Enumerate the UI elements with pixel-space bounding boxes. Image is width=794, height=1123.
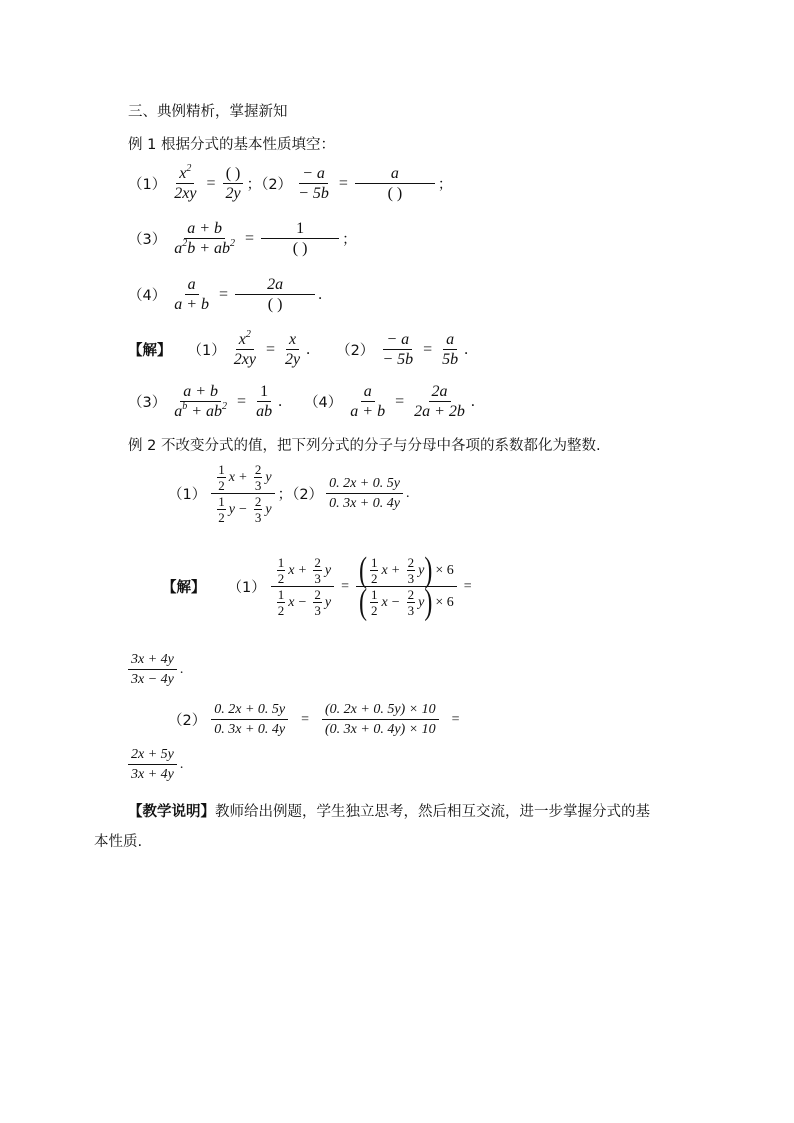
fraction: $\frac{a + b}{a^2b + ab^2}$ [174,220,236,257]
fraction: $\frac{- a}{- 5b}$ [298,165,329,202]
solution-label: 【解】 [128,343,172,359]
example1-heading: 例 1 根据分式的基本性质填空： [128,137,335,153]
fraction-blank: $\frac{1}{( )}$ [261,219,339,258]
fraction: $\frac{a}{a + b}$ [174,276,210,313]
teaching-note-label: 【教学说明】 [128,804,215,820]
teaching-note [128,800,650,821]
compound-fraction: $\frac{1}{2}$ x + $\frac{2}{3}$ y $\frac{1}{2}$ x − $\frac{2}{3}$ y [271,555,334,618]
example2-result-1: $\frac{3x + 4y}{3x - 4y}$ . [128,650,183,689]
example1-q3: （3） $\frac{a + b}{a^2b + ab^2}$ = $\frac{1}{( )}$ ； [128,220,357,257]
example2-questions: （1） $\frac{1}{2}$ x + $\frac{2}{3}$ y $\frac{1}{2}$ y − $\frac{2}{3}$ y ；（2） $\frac{0. 2x + 0. 5y}{0. 3x + 0. 4y}$ . [168,462,410,525]
example2-heading: 例 2 不改变分式的值，把下列分式的分子与分母中各项的系数都化为整数. [128,438,601,454]
section-title: 三、典例精析，掌握新知 [128,104,288,120]
compound-fraction-times6: ( $\frac{1}{2}$ x + $\frac{2}{3}$ y ) × 6 ( $\frac{1}{2}$ x − $\frac{2}{3}$ y ) × 6 [356,555,457,618]
example1-solution-2: （3） $\frac{a + b}{a^b + ab^2}$ = $\frac{1}{ab}$ . （4） $\frac{a}{a + b}$ = $\frac{2a}{2a + 2b}$ . [128,383,475,420]
compound-fraction: $\frac{1}{2}$ x + $\frac{2}{3}$ y $\frac{1}{2}$ y − $\frac{2}{3}$ y [211,462,274,525]
fraction-blank: $\frac{a}{( )}$ [355,164,435,203]
example2-solution-1: 【解】 （1） $\frac{1}{2}$ x + $\frac{2}{3}$ y $\frac{1}{2}$ x − $\frac{2}{3}$ y = ( $\frac{1}{2}$ x + $\frac{2}{3}$ y ) × 6 ( $\frac{1}{2}$ x − $\frac{2}{3}$ y ) × 6 = [162,551,472,622]
teaching-note-continued: 本性质. [94,834,143,850]
example1-solution-1: 【解】 （1） $\frac{x^2}{2xy}$ = $\frac{x}{2y}$ . （2） $\frac{- a}{- 5b}$ = $\frac{a}{5b}$ . [128,329,469,368]
example1-q1-q2: （1） $\frac{x^2}{2xy}$ = $\frac{( )}{2y}$ ；（2） $\frac{- a}{- 5b}$ = $\frac{a}{( )}$ ； [128,163,453,202]
example1-q4: （4） $\frac{a}{a + b}$ = $\frac{2a}{( )}$ . [128,276,323,313]
fraction: $\frac{x^2}{2xy}$ [174,163,197,202]
fraction-blank: $\frac{( )}{2y}$ [222,164,243,203]
example2-solution-2: （2） $\frac{0. 2x + 0. 5y}{0. 3x + 0. 4y}$ = $\frac{(0. 2x + 0. 5y) \times 10}{(0. 3x + 0. 4y) \times 10}$ = [168,702,460,737]
label: （1） [128,177,167,193]
example2-result-2: $\frac{2x + 5y}{3x + 4y}$ . [128,745,183,784]
fraction-blank: $\frac{2a}{( )}$ [235,275,315,314]
teaching-note-text: 教师给出例题，学生独立思考，然后相互交流，进一步掌握分式的基 [215,804,650,820]
label: ；（2） [246,177,293,193]
